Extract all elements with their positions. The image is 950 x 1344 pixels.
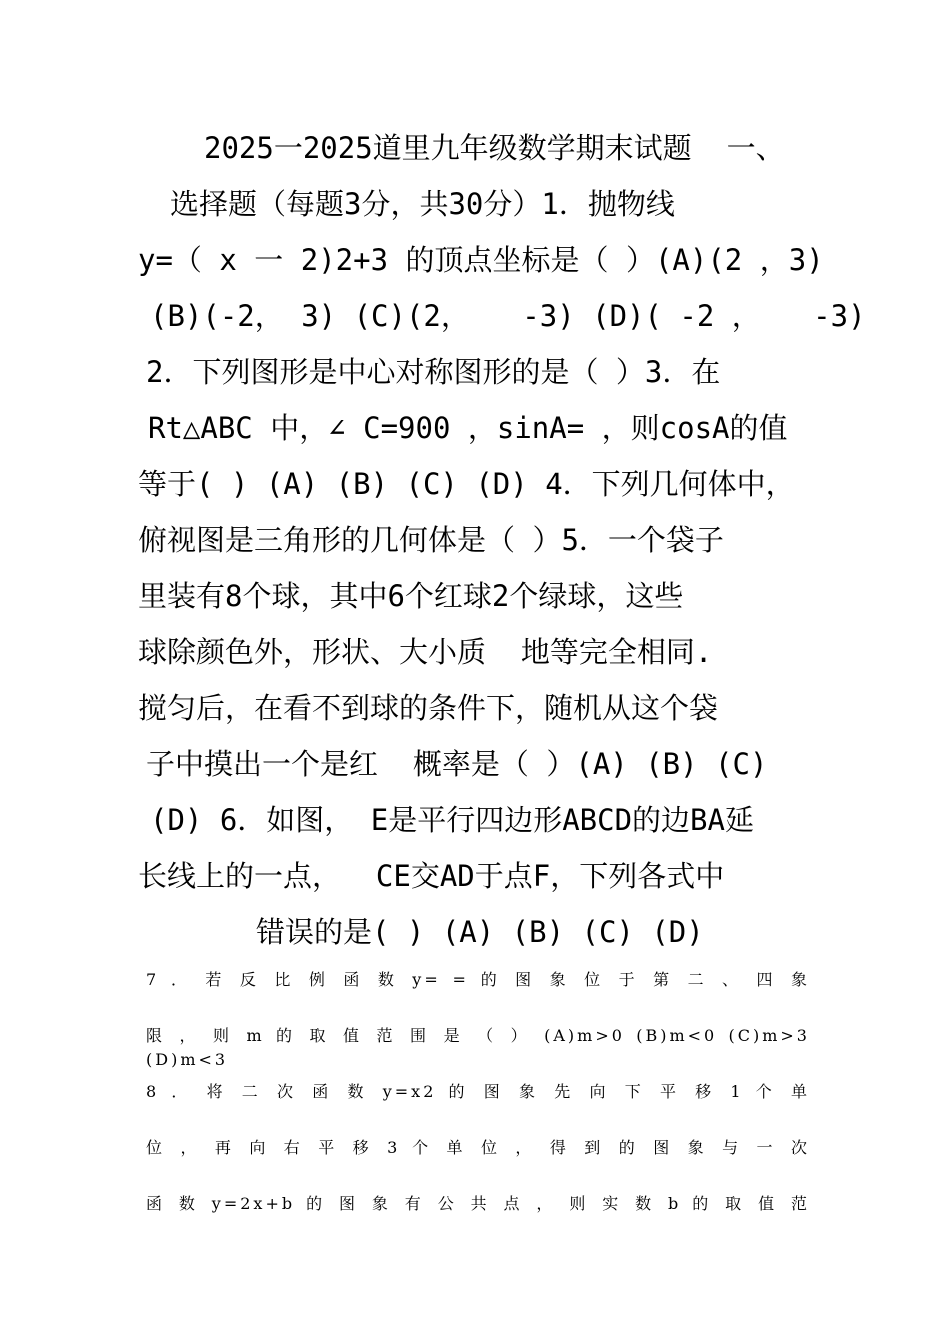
question-4-line: 俯视图是三角形的几何体是（ ）5．一个袋子	[138, 523, 724, 557]
question-7-line-2: 限 ， 则 m 的 取 值 范 围 是 （ ） (A)m>0 (B)m<0 (C)m>3 (D)m<3	[146, 1026, 810, 1069]
section-heading-line: 选择题（每题3分，共30分）1．抛物线	[170, 187, 675, 221]
question-6-line-1: (D) 6．如图， E是平行四边形ABCD的边BA延	[150, 803, 754, 837]
question-1-options-line: (B)(-2， 3) (C)(2， -3) (D)( -2 ， -3)	[150, 299, 866, 333]
question-8-line-2: 位 ， 再 向 右 平 移 3 个 单 位 ， 得 到 的 图 象 与 一 次	[146, 1138, 810, 1157]
question-6-line-2: 长线上的一点， CE交AD于点F，下列各式中	[138, 859, 725, 893]
question-7-line-1: 7 ． 若 反 比 例 函 数 y= = 的 图 象 位 于 第 二 、 四 象	[146, 970, 810, 989]
question-5-line-3: 搅匀后，在看不到球的条件下，随机从这个袋	[138, 691, 719, 725]
question-6-options-line: 错误的是( ) (A) (B) (C) (D)	[256, 915, 704, 949]
question-5-line-2: 球除颜色外，形状、大小质 地等完全相同.	[138, 635, 713, 669]
question-1-line: y=（ x 一 2)2+3 的顶点坐标是（ ）(A)(2 ，3)	[138, 243, 824, 277]
question-8-line-3: 函 数 y=2x+b 的 图 象 有 公 共 点 ， 则 实 数 b 的 取 值 范	[146, 1194, 810, 1213]
question-5-line-4: 子中摸出一个是红 概率是（ ）(A) (B) (C)	[146, 747, 768, 781]
question-3-options-line: 等于( ) (A) (B) (C) (D) 4．下列几何体中，	[138, 467, 795, 501]
question-8-line-1: 8 ． 将 二 次 函 数 y=x2 的 图 象 先 向 下 平 移 1 个 单	[146, 1082, 810, 1101]
question-2-line: 2．下列图形是中心对称图形的是（ ）3．在	[146, 355, 721, 389]
question-3-line: Rt△ABC 中，∠ C=900 ，sinA= ，则cosA的值	[148, 411, 788, 445]
question-5-line-1: 里装有8个球，其中6个红球2个绿球，这些	[138, 579, 684, 613]
exam-title-line: 2025一2025道里九年级数学期末试题 一、	[204, 131, 785, 165]
